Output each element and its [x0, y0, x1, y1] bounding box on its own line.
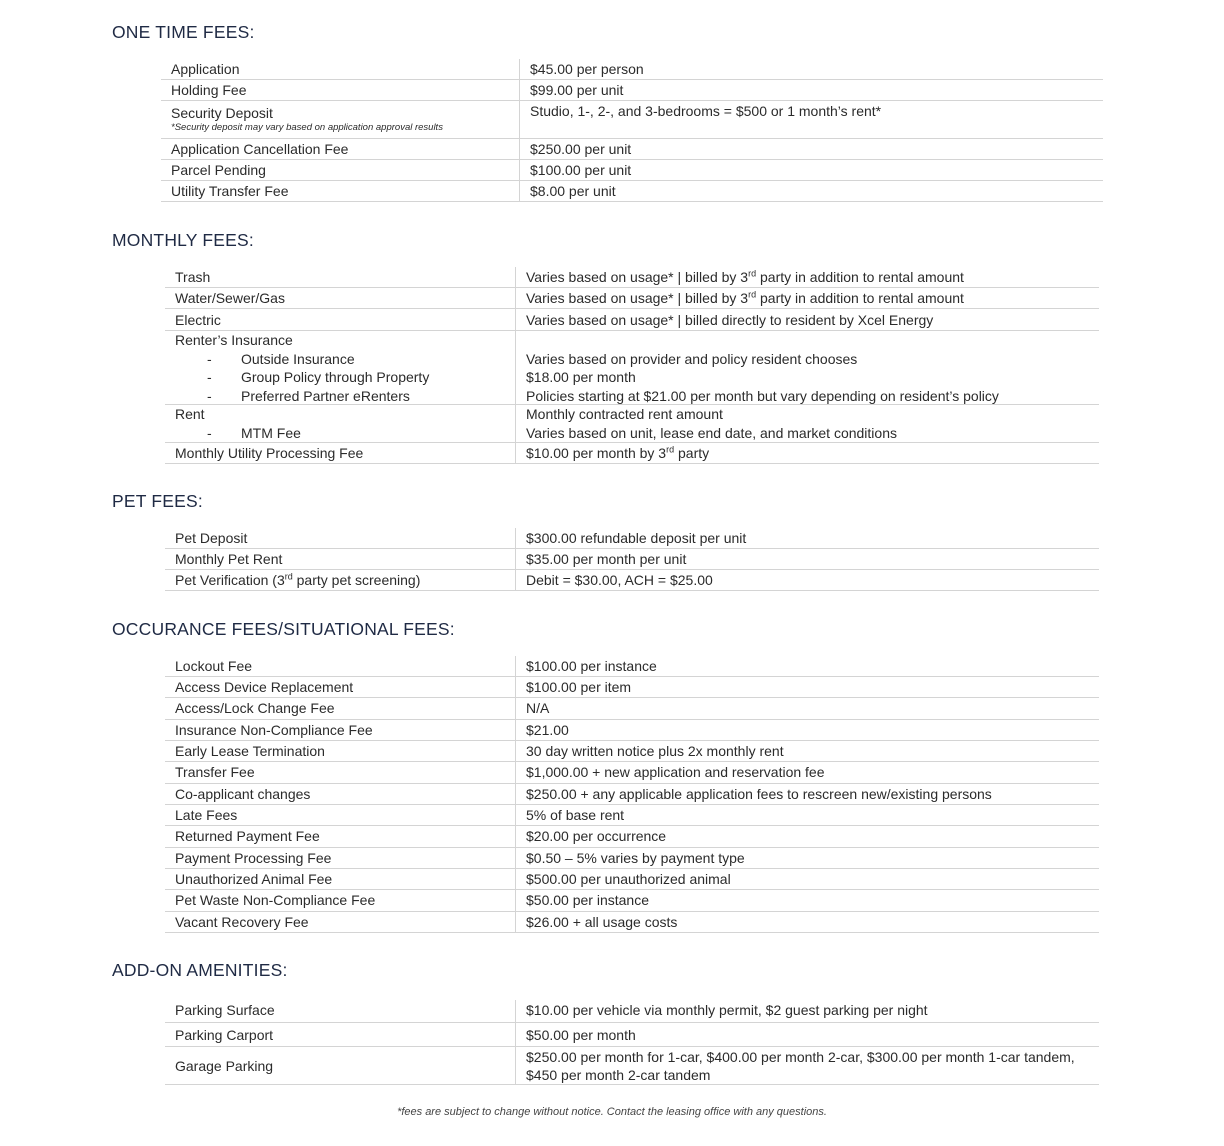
table-row: [165, 309, 1099, 331]
table-row: [165, 762, 1099, 784]
fee-value: $8.00 per unit: [530, 183, 616, 199]
fee-label: Security Deposit: [171, 105, 273, 121]
table-row: [165, 784, 1099, 805]
section-title-pet: PET FEES:: [112, 491, 203, 511]
fee-label: Application: [171, 61, 240, 77]
table-row: [161, 139, 1103, 160]
section-title-occurance: OCCURANCE FEES/SITUATIONAL FEES:: [112, 619, 455, 639]
fee-value: $50.00 per instance: [526, 892, 649, 908]
fee-value: $18.00 per month: [526, 369, 636, 385]
fee-value: $20.00 per occurrence: [526, 828, 667, 844]
table-row: [165, 698, 1099, 720]
fee-label: Water/Sewer/Gas: [175, 290, 285, 306]
sub-item: - MTM Fee: [207, 424, 301, 441]
fee-label: Renter’s Insurance: [175, 332, 293, 348]
fee-value: Varies based on provider and policy resident chooses: [526, 350, 858, 367]
fee-label: Pet Waste Non-Compliance Fee: [175, 892, 376, 908]
table-row: [165, 267, 1099, 288]
fee-value: $100.00 per unit: [530, 162, 632, 178]
fee-label: Transfer Fee: [175, 764, 255, 780]
fee-label: Pet Verification (3rd party pet screening): [175, 571, 421, 588]
fee-label: Garage Parking: [175, 1058, 274, 1074]
addon-amenities-table: [165, 1000, 1099, 1085]
fee-label: Access Device Replacement: [175, 679, 354, 695]
fee-label: Returned Payment Fee: [175, 828, 320, 844]
fee-value: $1,000.00 + new application and reservation fee: [526, 764, 825, 780]
fee-value: $35.00 per month per unit: [526, 551, 687, 567]
fee-value: $300.00 refundable deposit per unit: [526, 530, 747, 546]
section-title-monthly: MONTHLY FEES:: [112, 230, 254, 250]
section-title-one-time: ONE TIME FEES:: [112, 22, 255, 42]
table-row: [165, 826, 1099, 848]
fee-value: Varies based on unit, lease end date, and market conditions: [526, 424, 897, 441]
fee-value: $45.00 per person: [530, 61, 644, 77]
table-row: [161, 181, 1103, 202]
fee-label: Early Lease Termination: [175, 743, 325, 759]
fee-label: Holding Fee: [171, 82, 247, 98]
fee-value: Varies based on usage* | billed directly to resident by Xcel Energy: [526, 312, 934, 328]
fee-value: $21.00: [526, 722, 569, 738]
sub-item: - Group Policy through Property: [207, 369, 430, 385]
sub-item: - Outside Insurance: [207, 350, 355, 367]
fee-value: $0.50 – 5% varies by payment type: [526, 850, 745, 866]
fee-value: N/A: [526, 700, 550, 716]
table-row: [165, 1047, 1099, 1085]
fee-value: 30 day written notice plus 2x monthly rent: [526, 743, 784, 759]
fee-value: $250.00 per unit: [530, 141, 632, 157]
one-time-fees-table: [161, 59, 1103, 202]
table-row: [165, 656, 1099, 677]
fee-value: $450 per month 2-car tandem: [526, 1067, 711, 1083]
table-row: [165, 869, 1099, 890]
fee-label: Insurance Non-Compliance Fee: [175, 722, 373, 738]
fee-value: Debit = $30.00, ACH = $25.00: [526, 572, 713, 588]
table-row: [165, 720, 1099, 741]
table-row: [165, 805, 1099, 826]
fee-label: Lockout Fee: [175, 658, 253, 674]
fee-value: $250.00 per month for 1-car, $400.00 per month 2-car, $300.00 per month 1-car tandem,: [526, 1049, 1075, 1065]
fee-label: Late Fees: [175, 807, 238, 823]
fee-value: $99.00 per unit: [530, 82, 624, 98]
fee-value: $26.00 + all usage costs: [526, 914, 678, 930]
fee-label: Monthly Pet Rent: [175, 551, 283, 567]
table-row: [165, 741, 1099, 762]
fee-value: $10.00 per vehicle via monthly permit, $2 guest parking per night: [526, 1002, 928, 1018]
table-row: [165, 677, 1099, 698]
fee-note: *Security deposit may vary based on application approval results: [171, 122, 443, 133]
fee-label: Electric: [175, 312, 221, 328]
table-row: [165, 1023, 1099, 1047]
table-row: [165, 288, 1099, 309]
table-row: [165, 528, 1099, 549]
fee-label: Rent: [175, 406, 205, 422]
table-row: [165, 570, 1099, 591]
fee-label: Vacant Recovery Fee: [175, 914, 309, 930]
table-row: [165, 549, 1099, 570]
fee-value: Studio, 1-, 2-, and 3-bedrooms = $500 or 1 month’s rent*: [530, 103, 882, 119]
fee-label: Access/Lock Change Fee: [175, 700, 335, 716]
fee-label: Payment Processing Fee: [175, 850, 332, 866]
fee-value: $250.00 + any applicable application fees to rescreen new/existing persons: [526, 786, 992, 802]
fee-value: $100.00 per instance: [526, 658, 657, 674]
fee-label: Parking Carport: [175, 1027, 274, 1043]
occurance-fees-table: [165, 656, 1099, 933]
table-row: [165, 405, 1099, 443]
fee-label: Application Cancellation Fee: [171, 141, 349, 157]
fee-value: 5% of base rent: [526, 807, 625, 823]
fee-label: Monthly Utility Processing Fee: [175, 445, 364, 461]
sub-item: - Preferred Partner eRenters: [207, 387, 410, 404]
monthly-fees-table: [165, 267, 1099, 464]
table-row: [165, 912, 1099, 933]
table-row: [165, 443, 1099, 464]
fee-label: Pet Deposit: [175, 530, 248, 546]
table-row: [165, 890, 1099, 912]
fee-label: Parcel Pending: [171, 162, 266, 178]
section-title-addon: ADD-ON AMENITIES:: [112, 960, 288, 980]
fee-label: Unauthorized Animal Fee: [175, 871, 333, 887]
table-row: [165, 848, 1099, 869]
table-row: [161, 101, 1103, 139]
fee-value: $10.00 per month by 3rd party: [526, 444, 710, 461]
fee-value: Varies based on usage* | billed by 3rd party in addition to rental amount: [526, 289, 964, 306]
fee-value: Policies starting at $21.00 per month but vary depending on resident’s policy: [526, 387, 999, 404]
fee-label: Co-applicant changes: [175, 786, 311, 802]
fee-label: Parking Surface: [175, 1002, 275, 1018]
fee-value: $500.00 per unauthorized animal: [526, 871, 731, 887]
table-row: [161, 80, 1103, 101]
fee-label: Trash: [175, 269, 211, 285]
fee-value: $100.00 per item: [526, 679, 632, 695]
footer-note: *fees are subject to change without notice. Contact the leasing office with any questions.: [397, 1106, 827, 1118]
fee-value: Monthly contracted rent amount: [526, 406, 723, 422]
table-row: [161, 59, 1103, 80]
table-row: [165, 331, 1099, 405]
table-row: [161, 160, 1103, 181]
fee-value: $50.00 per month: [526, 1027, 636, 1043]
pet-fees-table: [165, 528, 1099, 591]
table-row: [165, 1000, 1099, 1023]
fee-label: Utility Transfer Fee: [171, 183, 289, 199]
fee-value: Varies based on usage* | billed by 3rd party in addition to rental amount: [526, 268, 964, 285]
